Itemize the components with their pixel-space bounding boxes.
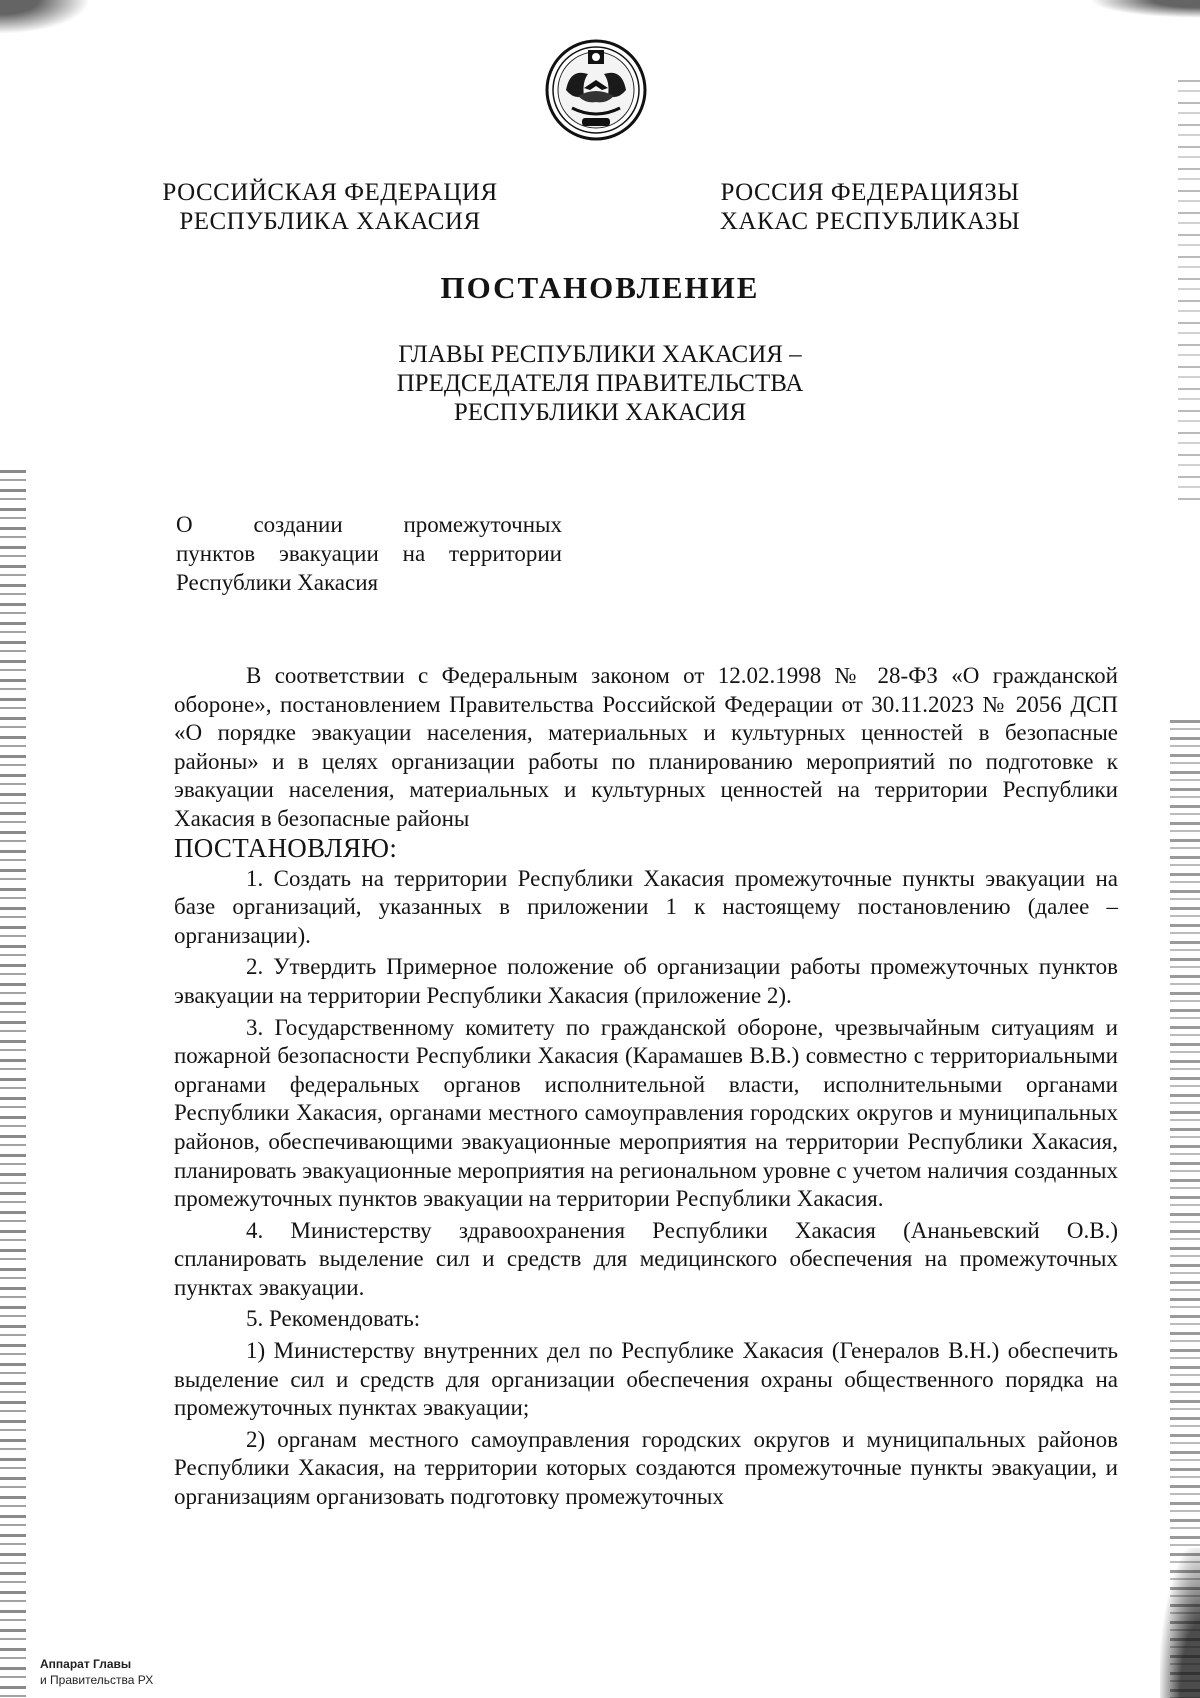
- coat-of-arms-emblem: [544, 38, 648, 142]
- scan-artifact-top-left: [0, 0, 90, 34]
- subject-rest: пунктов эвакуации на территории Республики Хакасия: [176, 541, 562, 595]
- preamble-paragraph: В соответствии с Федеральным законом от 12.02.1998 № 28-ФЗ «О гражданской обороне», постановлением Правительства Российской Федерации от 30.11.2023 № 2056 ДСП «О порядке эвакуации населения, материальных и культурных ценностей в безопасные районы» и в целях организации работы по планированию мероприятий по подготовке к эвакуации населения, материальных и культурных ценностей на территории Республики Хакасия в безопасные районы: [174, 663, 1118, 831]
- stamp-line: и Правительства РХ: [40, 1673, 154, 1687]
- decree-item: 4. Министерству здравоохранения Республики Хакасия (Ананьевский О.В.) спланировать выделение сил и средств для медицинского обеспечения на промежуточных пунктах эвакуации.: [174, 1217, 1118, 1300]
- subject-word: О: [176, 512, 193, 537]
- decree-subitem: 2) органам местного самоуправления городских округов и муниципальных районов Республики Хакасия, на территории которых создаются промежуточные пункты эвакуации, и организациям организовать подготовку промежуточных: [174, 1426, 1118, 1510]
- issuer-line: ПРЕДСЕДАТЕЛЯ ПРАВИТЕЛЬСТВА: [396, 370, 804, 397]
- decree-item: 3. Государственному комитету по гражданской обороне, чрезвычайным ситуациям и пожарной безопасности Республики Хакасия (Карамашев В.В.) совместно с территориальными органами федеральных органов исполнительной власти, исполнительными органами Республики Хакасия, органами местного самоуправления городских округов и муниципальных районов, обеспечивающими эвакуационные мероприятия на территории Республики Хакасия, планировать эвакуационные мероприятия на региональном уровне с учетом наличия созданных промежуточных пунктов эвакуации на территории Республики Хакасия.: [174, 1014, 1118, 1212]
- office-stamp: [40, 1656, 153, 1688]
- decree-subitem: 1) Министерству внутренних дел по Республике Хакасия (Генералов В.Н.) обеспечить выделение сил и средств для организации обеспечения охраны общественного порядка на промежуточных пунктах эвакуации;: [174, 1338, 1118, 1421]
- header-right-line: ХАКАС РЕСПУБЛИКАЗЫ: [719, 208, 1021, 235]
- decree-item: 2. Утвердить Примерное положение об организации работы промежуточных пунктов эвакуации на территории Республики Хакасия (приложение 2).: [174, 954, 1118, 1008]
- issuer-block: [0, 340, 1200, 427]
- header-right-line: РОССИЯ ФЕДЕРАЦИЯЗЫ: [720, 179, 1020, 206]
- issuer-line: ГЛАВЫ РЕСПУБЛИКИ ХАКАСИЯ –: [398, 341, 802, 368]
- header-left-line: РЕСПУБЛИКА ХАКАСИЯ: [179, 208, 481, 235]
- header-left-line: РОССИЙСКАЯ ФЕДЕРАЦИЯ: [162, 179, 498, 206]
- header-left-russian: [160, 178, 500, 236]
- subject-first-line: [176, 510, 562, 539]
- decree-item: 1. Создать на территории Республики Хакасия промежуточные пункты эвакуации на базе организаций, указанных в приложении 1 к настоящему постановлению (далее – организации).: [174, 865, 1118, 948]
- header-right-khakas: [700, 178, 1040, 236]
- scan-artifact-top-right: [1090, 0, 1200, 18]
- document-body: [174, 662, 1118, 1512]
- document-type-title: ПОСТАНОВЛЕНИЕ: [440, 270, 760, 305]
- subject-word: создании: [253, 512, 343, 537]
- document-subject: [176, 510, 562, 597]
- stamp-line: Аппарат Главы: [40, 1657, 132, 1671]
- subject-word: промежуточных: [403, 512, 562, 537]
- scan-artifact-bottom-right: [1160, 1548, 1200, 1698]
- issuer-line: РЕСПУБЛИКИ ХАКАСИЯ: [453, 399, 747, 426]
- scan-artifact-left-edge: [0, 470, 26, 1698]
- decree-word: ПОСТАНОВЛЯЮ:: [174, 832, 398, 863]
- decree-item: 5. Рекомендовать:: [246, 1306, 421, 1332]
